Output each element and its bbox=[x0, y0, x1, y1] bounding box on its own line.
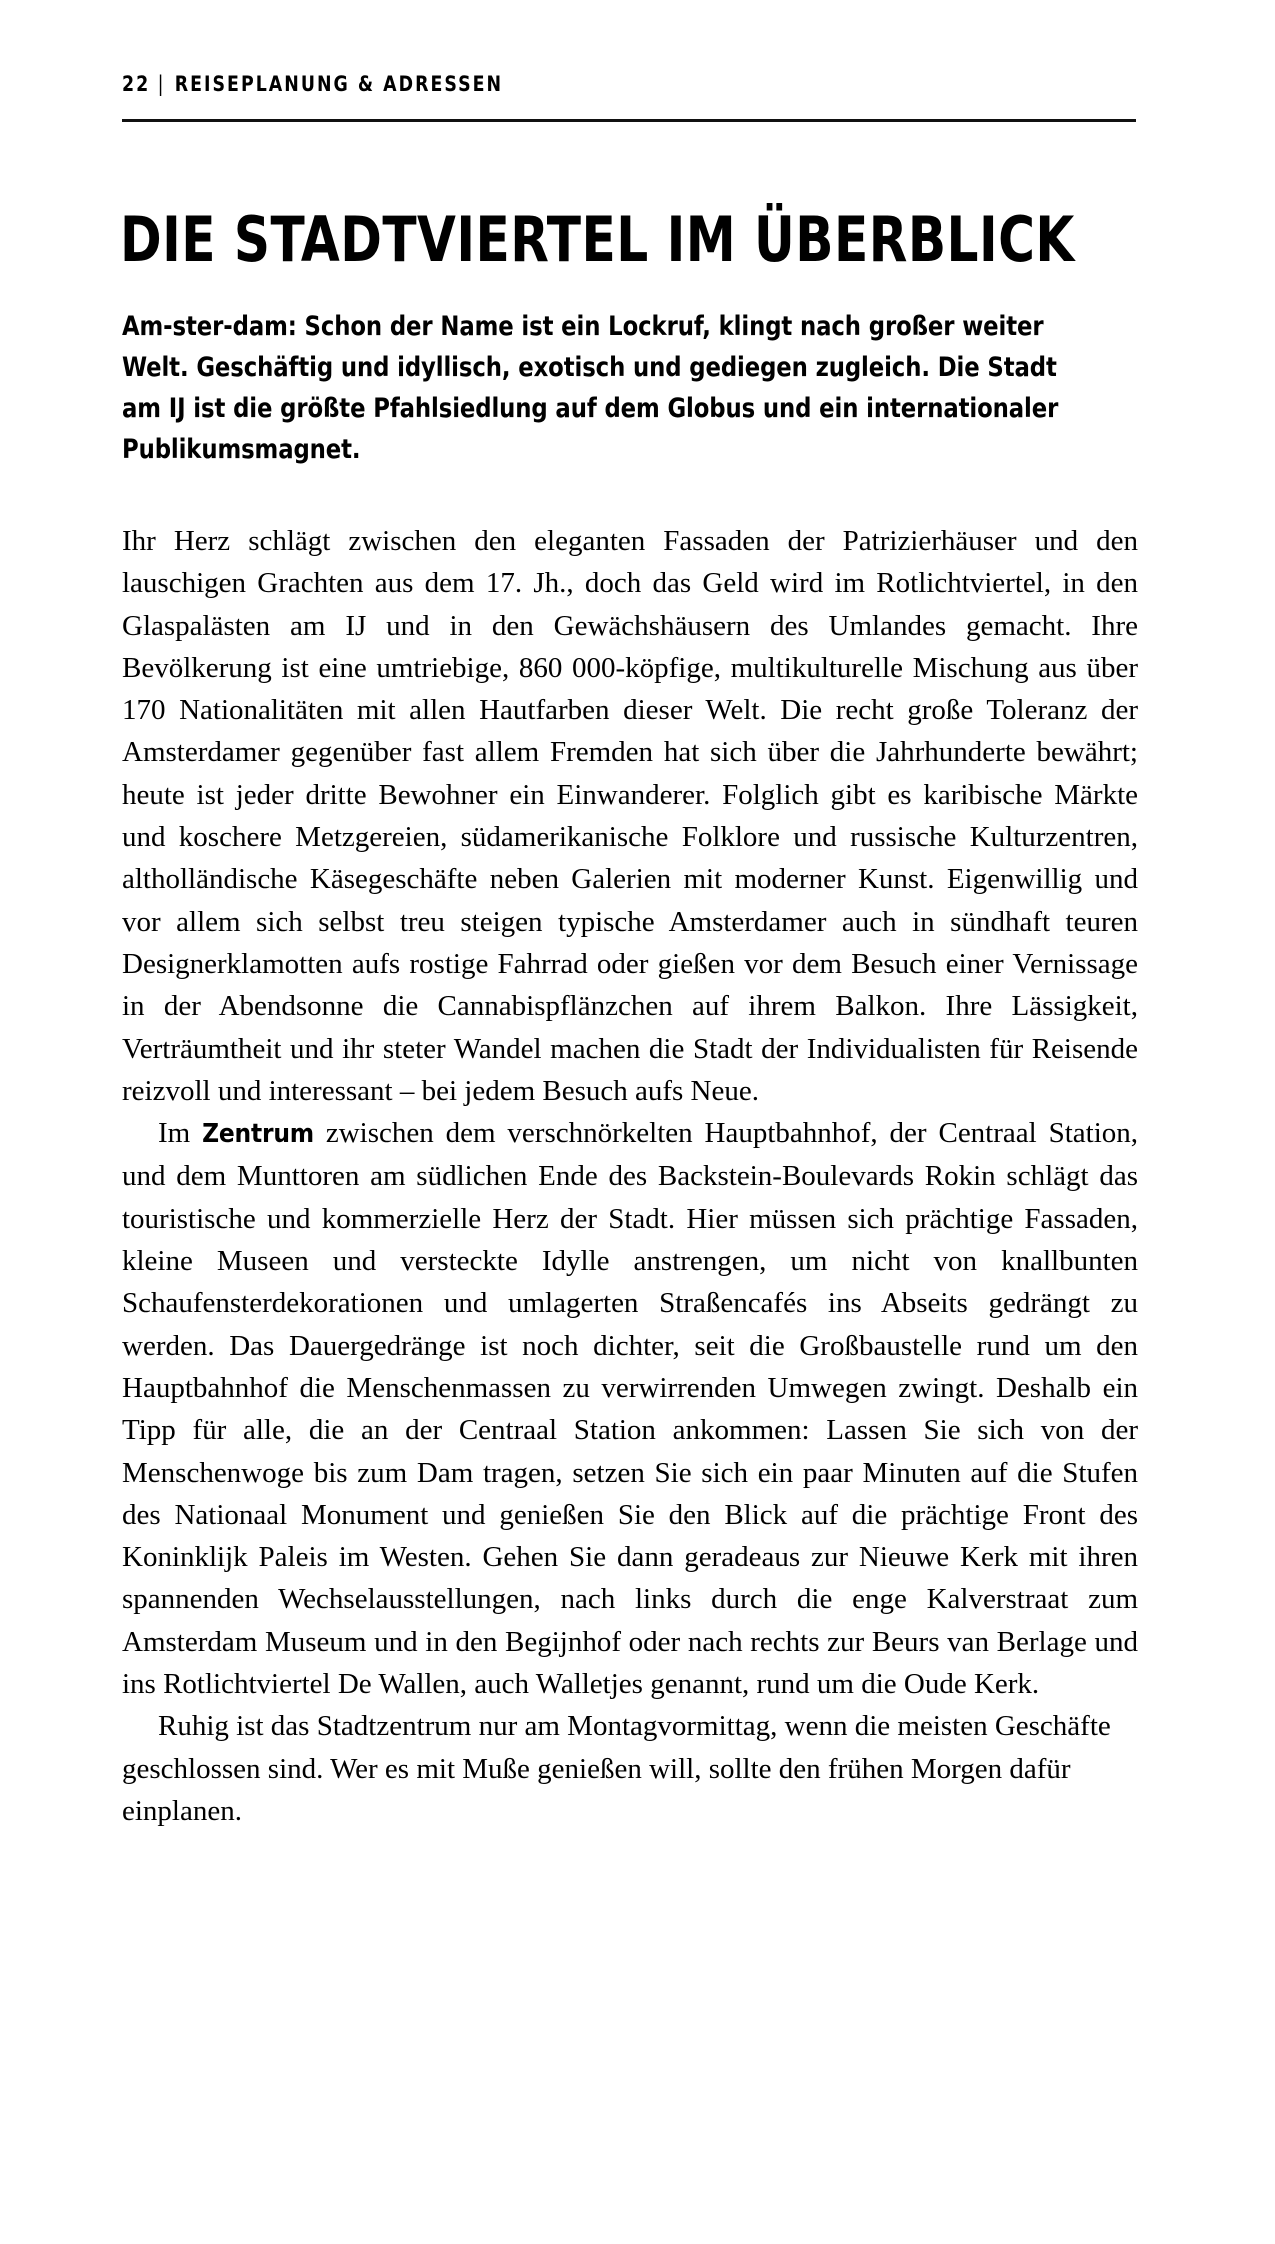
page-title: DIE STADTVIERTEL IM ÜBERBLICK bbox=[120, 202, 1075, 276]
paragraph-2-rest: zwischen dem verschnörkelten Hauptbahnhof, der Centraal Station, und dem Munttoren am südlichen Ende des Backstein-Boulevards Rokin schlägt das touristische und kommerzielle Herz der Stadt. Hier müssen sich prächtige Fassaden, kleine Museen und versteckte Idylle anstrengen, um nicht von knallbunten Schaufensterdekorationen und umlagerten Straßencafés ins Abseits gedrängt zu werden. Das Dauergedränge ist noch dichter, seit die Großbaustelle rund um den Hauptbahnhof die Menschenmassen zu verwirrenden Umwegen zwingt. Deshalb ein Tipp für alle, die an der Centraal Station ankommen: Lassen Sie sich von der Menschenwoge bis zum Dam tragen, setzen Sie sich ein paar Minuten auf die Stufen des Nationaal Monument und genießen Sie den Blick auf die prächtige Front des Koninklijk Paleis im Westen. Gehen Sie dann geradeaus zur Nieuwe Kerk mit ihren spannenden Wechselausstellungen, nach links durch die enge Kalverstraat zum Amsterdam Museum und in den Begijnhof oder nach rechts zur Beurs van Berlage und ins Rotlichtviertel De Wallen, auch Walletjes genannt, rund um die Oude Kerk. bbox=[122, 1117, 1139, 1701]
header-rule bbox=[122, 119, 1136, 122]
running-head-separator: | bbox=[157, 72, 166, 96]
running-head bbox=[122, 74, 1136, 95]
body-paragraph-2 bbox=[122, 1112, 1138, 1705]
body-paragraph-1: Ihr Herz schlägt zwischen den eleganten Fassaden der Patrizierhäuser und den lauschigen Grachten aus dem 17. Jh., doch das Geld wird im Rotlichtviertel, in den Glaspalästen am IJ und in den Gewächshäusern des Umlandes gemacht. Ihre Bevölkerung ist eine umtriebige, 860 000-köpfige, multikulturelle Mischung aus über 170 Nationalitäten mit allen Hautfarben dieser Welt. Die recht große Toleranz der Amsterdamer gegenüber fast allem Fremden hat sich über die Jahrhunderte bewährt; heute ist jeder dritte Bewohner ein Einwanderer. Folglich gibt es karibische Märkte und koschere Metzgereien, südamerikanische Folklore und russische Kulturzentren, altholländische Käsegeschäfte neben Galerien mit moderner Kunst. Eigenwillig und vor allem sich selbst treu steigen typische Amsterdamer auch in sündhaft teuren Designerklamotten aufs rostige Fahrrad oder gießen vor dem Besuch einer Vernissage in der Abendsonne die Cannabispflänzchen auf ihrem Balkon. Ihre Lässigkeit, Verträumtheit und ihr steter Wandel machen die Stadt der Individualisten für Reisende reizvoll und interessant – bei jedem Besuch aufs Neue. bbox=[122, 525, 1138, 1107]
body-copy bbox=[122, 520, 1138, 1832]
section-name: REISEPLANUNG & ADRESSEN bbox=[174, 72, 504, 96]
paragraph-2-lead: Im bbox=[158, 1117, 203, 1150]
emphasis-zentrum: Zentrum bbox=[202, 1119, 314, 1150]
page-number: 22 bbox=[122, 72, 151, 96]
running-head-text bbox=[122, 74, 1055, 95]
body-paragraph-3: Ruhig ist das Stadtzentrum nur am Montagvormittag, wenn die meisten Geschäfte geschlossen sind. Wer es mit Muße genießen will, sollte den frühen Morgen dafür einplanen. bbox=[122, 1710, 1111, 1827]
intro-deck: Am-ster-dam: Schon der Name ist ein Lockruf, klingt nach großer weiter Welt. Geschäftig und idyllisch, exotisch und gediegen zugleich. Die Stadt am IJ ist die größte Pfahlsiedlung auf dem Globus und ein internationaler Publikumsmagnet. bbox=[122, 311, 1059, 465]
